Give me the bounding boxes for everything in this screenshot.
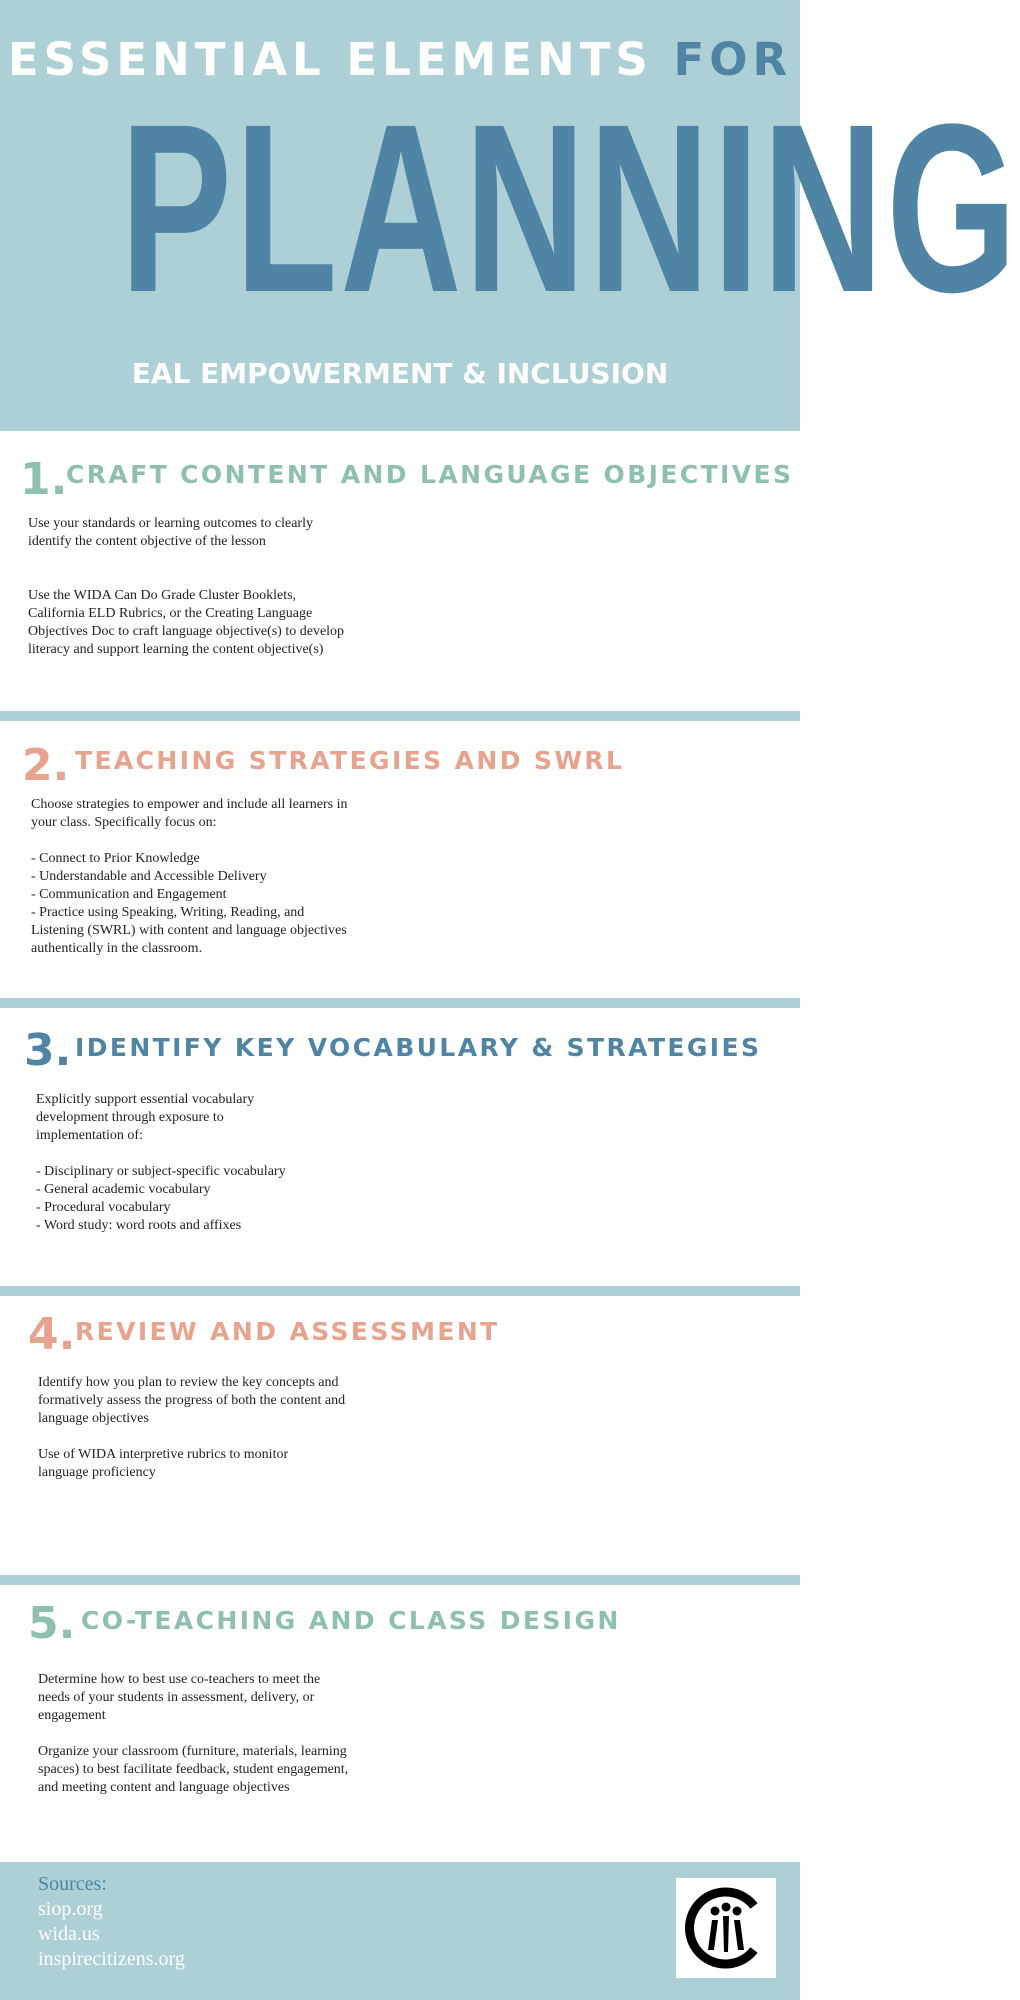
section-2: [0, 721, 800, 998]
source-link-wida[interactable]: wida.us: [38, 1923, 100, 1945]
section-title: REVIEW AND ASSESSMENT: [75, 1317, 500, 1346]
section-title: CRAFT CONTENT AND LANGUAGE OBJECTIVES: [66, 460, 794, 489]
list-item: - Understandable and Accessible Delivery: [31, 869, 267, 884]
list-item: - Practice using Speaking, Writing, Reading, and Listening (SWRL) with content and language objectives authentically in the classroom.: [31, 905, 347, 956]
section-title: IDENTIFY KEY VOCABULARY & STRATEGIES: [75, 1033, 762, 1062]
section-divider: [0, 1575, 800, 1585]
section-paragraph: Identify how you plan to review the key concepts and formatively assess the progress of both the content and language objectives: [38, 1375, 346, 1426]
section-paragraph: Organize your classroom (furniture, materials, learning spaces) to best facilitate feedback, student engagement, and meeting content and language objectives: [38, 1744, 349, 1795]
section-5: [0, 1585, 800, 1862]
section-number: 1.: [20, 454, 68, 505]
section-divider: [0, 1286, 800, 1296]
section-number: 2.: [22, 740, 70, 791]
header-banner: [0, 0, 1020, 431]
list-item: - Communication and Engagement: [31, 887, 227, 902]
list-item: - Connect to Prior Knowledge: [31, 851, 200, 866]
logo-mark: [676, 1878, 776, 1978]
inspire-citizens-logo-icon: [676, 1878, 776, 1978]
list-item: - General academic vocabulary: [36, 1182, 211, 1197]
section-divider: [0, 998, 800, 1008]
section-3: [0, 1008, 800, 1286]
section-intro: Choose strategies to empower and include all learners in your class. Specifically focus on:: [31, 797, 348, 830]
header-subtitle: EAL EMPOWERMENT & INCLUSION: [131, 357, 669, 390]
section-title: CO-TEACHING AND CLASS DESIGN: [81, 1606, 621, 1635]
header-title-main: ESSENTIAL ELEMENTS: [7, 33, 653, 86]
section-1: [0, 431, 800, 711]
section-number: 4.: [28, 1309, 76, 1360]
header-big-title: PLANNING: [120, 74, 1020, 342]
list-item: - Procedural vocabulary: [36, 1200, 171, 1215]
section-paragraph: Determine how to best use co-teachers to meet the needs of your students in assessment, delivery, or engagement: [38, 1672, 321, 1723]
section-number: 3.: [24, 1025, 72, 1076]
section-paragraph: Use your standards or learning outcomes to clearly identify the content objective of the lesson: [28, 516, 313, 549]
sources-label: Sources:: [38, 1873, 107, 1895]
section-paragraph: Use of WIDA interpretive rubrics to monitor language proficiency: [38, 1447, 289, 1480]
section-4: [0, 1296, 800, 1575]
footer-sources: [0, 1862, 800, 2000]
section-title: TEACHING STRATEGIES AND SWRL: [75, 746, 625, 775]
section-intro: Explicitly support essential vocabulary development through exposure to implementation of:: [36, 1092, 255, 1143]
source-link-inspirecitizens[interactable]: inspirecitizens.org: [38, 1948, 185, 1970]
source-link-siop[interactable]: siop.org: [38, 1898, 103, 1920]
header-title-accent: FOR: [673, 33, 793, 86]
section-list: [31, 850, 351, 958]
section-paragraph: Use the WIDA Can Do Grade Cluster Booklets, California ELD Rubrics, or the Creating Language Objectives Doc to craft language objective(s) to develop literacy and support learning the content objective(s): [28, 588, 345, 657]
section-number: 5.: [28, 1598, 76, 1649]
section-divider: [0, 711, 800, 721]
list-item: - Word study: word roots and affixes: [36, 1218, 242, 1233]
list-item: - Disciplinary or subject-specific vocabulary: [36, 1164, 286, 1179]
section-list: [36, 1163, 356, 1235]
